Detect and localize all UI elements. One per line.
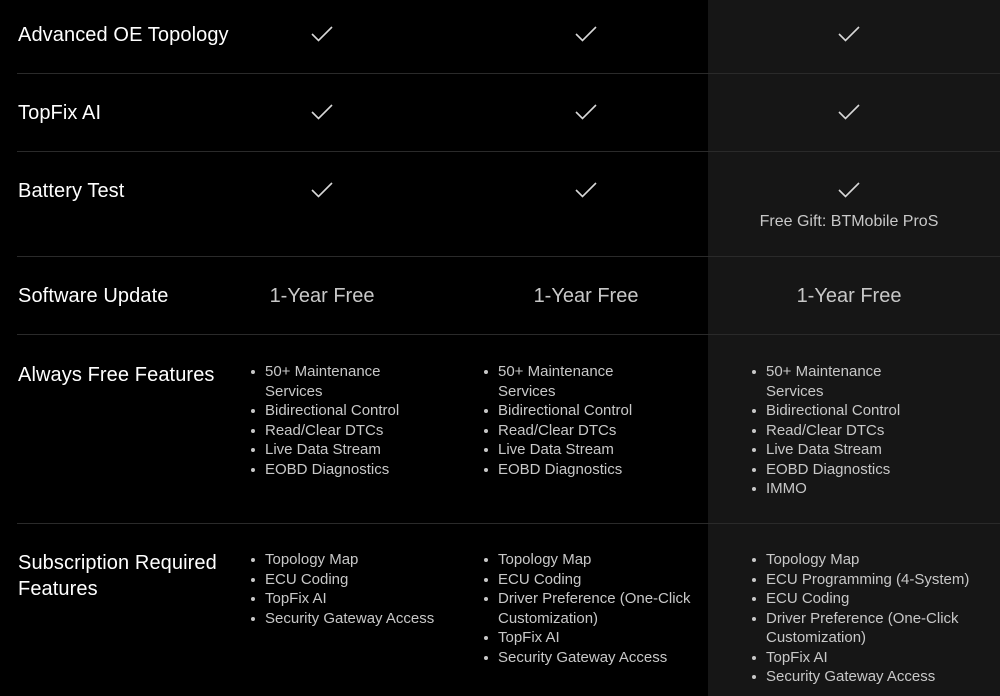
check-icon bbox=[837, 181, 861, 199]
cell-col1 bbox=[310, 103, 334, 126]
feature-list-item: Live Data Stream bbox=[483, 440, 703, 460]
feature-list-item: TopFix AI bbox=[250, 589, 470, 609]
feature-list-item: TopFix AI bbox=[483, 628, 708, 648]
cell-col2 bbox=[574, 181, 598, 204]
cell-col2 bbox=[574, 25, 598, 48]
check-icon bbox=[310, 181, 334, 199]
subscription-list-col1 bbox=[250, 550, 470, 628]
feature-list-item: ECU Coding bbox=[250, 570, 470, 590]
always-free-list-col1 bbox=[250, 362, 470, 479]
feature-list-item: 50+ Maintenance Services bbox=[250, 362, 470, 401]
cell-col3 bbox=[837, 25, 861, 48]
row-label: Always Free Features bbox=[18, 364, 215, 386]
software-update-col1: 1-Year Free bbox=[269, 285, 375, 307]
software-update-col3: 1-Year Free bbox=[796, 285, 902, 307]
feature-list-item: ECU Programming (4-System) bbox=[751, 570, 991, 590]
row-always-free-features bbox=[0, 335, 1000, 523]
feature-list-item: Read/Clear DTCs bbox=[250, 421, 470, 441]
row-subscription-required-features bbox=[0, 524, 1000, 696]
free-gift-note: Free Gift: BTMobile ProS bbox=[759, 213, 939, 230]
subscription-list-col2 bbox=[483, 550, 708, 667]
feature-list-item: Security Gateway Access bbox=[483, 648, 708, 668]
feature-list-item: Security Gateway Access bbox=[751, 667, 991, 687]
cell-col1 bbox=[310, 181, 334, 204]
feature-list-item: EOBD Diagnostics bbox=[250, 460, 470, 480]
feature-list-item: Driver Preference (One-Click Customization) bbox=[751, 609, 991, 648]
check-icon bbox=[574, 103, 598, 121]
feature-list-item: Topology Map bbox=[751, 550, 991, 570]
check-icon bbox=[310, 103, 334, 121]
feature-list-item: 50+ Maintenance Services bbox=[751, 362, 981, 401]
feature-list-item: Live Data Stream bbox=[250, 440, 470, 460]
software-update-col2: 1-Year Free bbox=[533, 285, 639, 307]
row-label: Software Update bbox=[18, 285, 169, 307]
check-icon bbox=[574, 25, 598, 43]
feature-list-item: Read/Clear DTCs bbox=[751, 421, 981, 441]
check-icon bbox=[310, 25, 334, 43]
feature-list-item: Read/Clear DTCs bbox=[483, 421, 703, 441]
check-icon bbox=[837, 103, 861, 121]
check-icon bbox=[837, 25, 861, 43]
feature-list-item: Bidirectional Control bbox=[751, 401, 981, 421]
row-label: Battery Test bbox=[18, 180, 125, 202]
feature-list-item: Security Gateway Access bbox=[250, 609, 470, 629]
feature-list-item: 50+ Maintenance Services bbox=[483, 362, 703, 401]
feature-list-item: Topology Map bbox=[250, 550, 470, 570]
row-software-update bbox=[0, 257, 1000, 334]
cell-col3 bbox=[738, 181, 960, 232]
feature-list-item: EOBD Diagnostics bbox=[483, 460, 703, 480]
feature-list-item: EOBD Diagnostics bbox=[751, 460, 981, 480]
feature-list-item: Bidirectional Control bbox=[250, 401, 470, 421]
subscription-list-col3 bbox=[751, 550, 991, 687]
feature-list-item: TopFix AI bbox=[751, 648, 991, 668]
feature-list-item: ECU Coding bbox=[483, 570, 708, 590]
check-icon bbox=[574, 181, 598, 199]
cell-col2 bbox=[574, 103, 598, 126]
feature-list-item: Topology Map bbox=[483, 550, 708, 570]
row-label: TopFix AI bbox=[18, 102, 102, 124]
feature-list-item: ECU Coding bbox=[751, 589, 991, 609]
feature-list-item: Live Data Stream bbox=[751, 440, 981, 460]
cell-col3 bbox=[837, 103, 861, 126]
feature-list-item: Bidirectional Control bbox=[483, 401, 703, 421]
row-label: Advanced OE Topology bbox=[18, 24, 229, 46]
cell-col1 bbox=[310, 25, 334, 48]
feature-list-item: IMMO bbox=[751, 479, 981, 499]
row-label: Subscription Required Features bbox=[18, 552, 217, 600]
row-topfix-ai bbox=[0, 74, 1000, 151]
always-free-list-col2 bbox=[483, 362, 703, 479]
row-battery-test bbox=[0, 152, 1000, 256]
feature-list-item: Driver Preference (One-Click Customization) bbox=[483, 589, 708, 628]
always-free-list-col3 bbox=[751, 362, 981, 499]
row-advanced-oe-topology bbox=[0, 0, 1000, 73]
